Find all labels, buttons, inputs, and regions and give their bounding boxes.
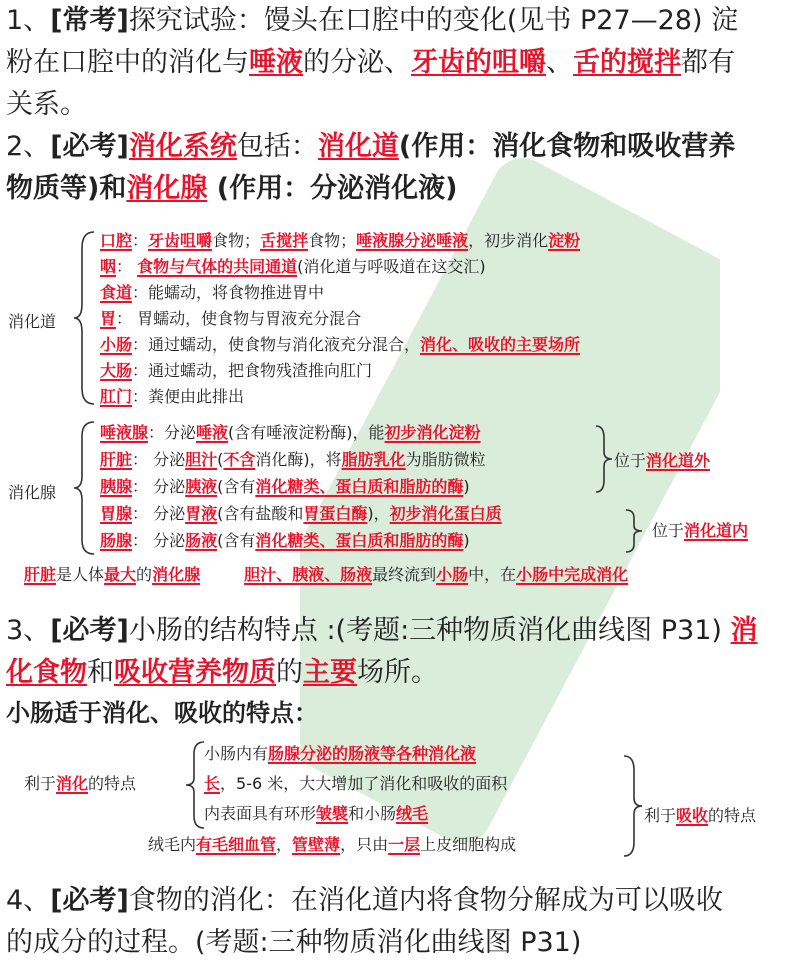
feat-right: 利于吸收的特点 [644, 806, 757, 825]
dao-brace [72, 228, 98, 408]
xian-row: 唾液腺：分泌唾液(含有唾液淀粉酶)，能初步消化淀粉 [100, 423, 481, 442]
keyword: 胃蛋白酶 [303, 504, 368, 523]
keyword: 消化道内 [684, 521, 749, 540]
keyword: 唾液腺分泌唾液 [356, 231, 469, 250]
s2-line2: 物质等)和消化腺 (作用：分泌消化液) [6, 173, 458, 204]
keyword: 胰液 [185, 477, 218, 496]
dao-label: 消化道 [8, 312, 57, 331]
feat-row-1: 小肠内有肠腺分泌的肠液等各种消化液 [204, 744, 477, 763]
item-number: 1、 [6, 5, 51, 36]
s3-line1: 3、[必考]小肠的结构特点 :(考题:三种物质消化曲线图 P31) 消 [6, 615, 758, 646]
keyword: 消化道外 [646, 451, 711, 470]
keyword: 唾液腺 [100, 423, 149, 442]
keyword: 牙齿咀嚼 [148, 231, 213, 250]
keyword: 淀粉 [548, 231, 581, 250]
keyword: 胆汁 [185, 450, 218, 469]
keyword: 肠腺 [100, 531, 133, 550]
keyword: 初步消化蛋白质 [389, 504, 502, 523]
tag-label: [必考] [50, 885, 129, 916]
keyword: 胃 [100, 309, 117, 328]
keyword: 肝脏 [100, 450, 133, 469]
tag-label: [常考] [50, 5, 129, 36]
dao-row: 咽： 食物与气体的共同通道(消化道与呼吸道在这交汇) [100, 257, 486, 276]
keyword: 唾液 [249, 47, 303, 78]
feat-left-brace [184, 740, 206, 830]
keyword: 肠液 [185, 531, 218, 550]
keyword: 大肠 [100, 361, 133, 380]
dao-row: 口腔：牙齿咀嚼食物；舌搅拌食物；唾液腺分泌唾液，初步消化淀粉 [100, 231, 581, 250]
keyword: 舌搅拌 [260, 231, 309, 250]
keyword: 初步消化淀粉 [384, 423, 481, 442]
keyword: 唾液 [196, 423, 229, 442]
inside-brace [624, 508, 644, 554]
xian-row: 胰腺： 分泌胰液(含有消化糖类、蛋白质和脂肪的酶) [100, 477, 470, 496]
keyword: 牙齿的咀嚼 [411, 47, 546, 78]
feat-row-4: 绒毛内有毛细血管，管壁薄，只由一层上皮细胞构成 [148, 835, 517, 854]
keyword: 消化糖类、蛋白质和脂肪的酶 [255, 531, 464, 550]
s1-line2: 粉在口腔中的消化与唾液的分泌、牙齿的咀嚼、舌的搅拌都有 [6, 47, 735, 78]
outside-brace [594, 424, 614, 494]
feat-right-brace [622, 754, 644, 858]
dao-row: 大肠：通过蠕动，把食物残渣推向肛门 [100, 361, 373, 380]
feat-row-2: 长，5-6 米，大大增加了消化和吸收的面积 [204, 774, 508, 793]
keyword: 口腔 [100, 231, 133, 250]
xian-brace [72, 418, 98, 558]
dao-row: 肛门：粪便由此排出 [100, 387, 245, 406]
keyword: 不含 [223, 450, 256, 469]
inside-note: 位于消化道内 [652, 521, 749, 540]
dao-row: 胃： 胃蠕动，使食物与胃液充分混合 [100, 309, 362, 328]
keyword: 胃液 [185, 504, 218, 523]
keyword: 小肠 [100, 335, 133, 354]
s3-line2: 化食物和吸收营养物质的主要场所。 [6, 657, 438, 688]
xian-row: 肠腺： 分泌肠液(含有消化糖类、蛋白质和脂肪的酶) [100, 531, 470, 550]
outside-note: 位于消化道外 [614, 451, 711, 470]
line-text: 探究试验：馒头在口腔中的变化(见书 P27—28) 淀 [128, 5, 739, 36]
keyword: 消化系统 [128, 131, 237, 162]
digestion-note: 肝脏是人体最大的消化腺 胆汁、胰液、肠液最终流到小肠中，在小肠中完成消化 [24, 565, 629, 584]
xian-row: 胃腺： 分泌胃液(含有盐酸和胃蛋白酶)，初步消化蛋白质 [100, 504, 502, 523]
keyword: 胃腺 [100, 504, 133, 523]
s2-line1: 2、[必考]消化系统包括：消化道(作用：消化食物和吸收营养 [6, 131, 736, 162]
keyword: 食道 [100, 283, 133, 302]
keyword: 脂肪乳化 [341, 450, 406, 469]
keyword: 消化道 [317, 131, 399, 162]
dao-row: 小肠：通过蠕动，使食物与消化液充分混合，消化、吸收的主要场所 [100, 335, 581, 354]
xian-label: 消化腺 [8, 483, 57, 502]
tag-label: [必考] [50, 131, 129, 162]
s3-heading: 小肠适于消化、吸收的特点： [6, 699, 318, 727]
s4-line1: 4、[必考]食物的消化：在消化道内将食物分解成为可以吸收 [6, 885, 723, 916]
keyword: 咽 [100, 257, 117, 276]
keyword: 食物与气体的共同通道 [137, 257, 298, 276]
s1-line3: 关系。 [6, 89, 87, 120]
feat-row-3: 内表面具有环形皱襞和小肠绒毛 [204, 804, 429, 823]
keyword: 消化糖类、蛋白质和脂肪的酶 [255, 477, 464, 496]
keyword: 消化、吸收的主要场所 [420, 335, 581, 354]
keyword: 舌的搅拌 [573, 47, 681, 78]
xian-row: 肝脏： 分泌胆汁(不含消化酶)，将脂肪乳化为脂肪微粒 [100, 450, 486, 469]
tag-label: [必考] [50, 615, 129, 646]
keyword: 消化腺 [126, 173, 208, 204]
feat-left: 利于消化的特点 [24, 774, 137, 793]
keyword: 胰腺 [100, 477, 133, 496]
s4-line2: 的成分的过程。(考题:三种物质消化曲线图 P31) [6, 927, 582, 958]
dao-row: 食道：能蠕动，将食物推进胃中 [100, 283, 325, 302]
s1-line1 [6, 2, 738, 39]
keyword: 肛门 [100, 387, 133, 406]
keyword: 消 [730, 615, 758, 646]
